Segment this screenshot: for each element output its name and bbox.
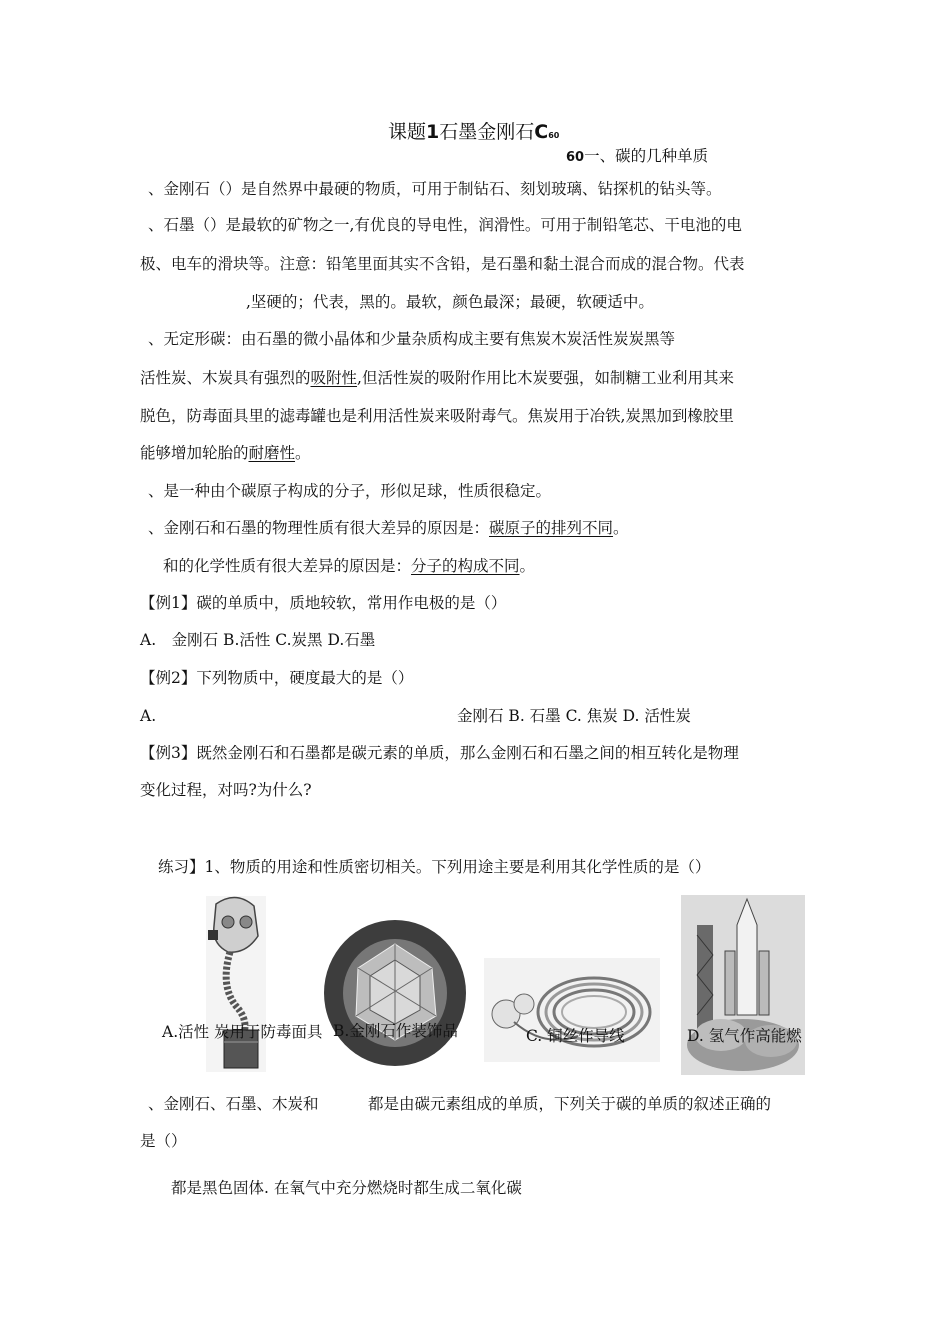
example-1-options: A. 金刚石 B.活性 C.炭黑 D.石墨 [140,631,376,649]
question-2-part-a: 、金刚石、石墨、木炭和 [148,1095,319,1113]
practice-question: 练习】1、物质的用途和性质密切相关。下列用途主要是利用其化学性质的是（） [158,858,711,876]
para-graphite-3: ,坚硬的；代表，黑的。最软，颜色最深；最硬，软硬适中。 [246,293,654,311]
section-heading: 60一、碳的几种单质 [566,147,709,165]
caption-d: D. 氢气作高能燃 [687,1027,802,1045]
diamond-image [324,920,466,1066]
para-difference-physical: 、金刚石和石墨的物理性质有很大差异的原因是：碳原子的排列不同。 [148,519,629,537]
gas-mask-image [206,896,266,1072]
example-2-option-a: A. [140,707,157,725]
para-amorphous-3: 脱色，防毒面具里的滤毒罐也是利用活性炭来吸附毒气。焦炭用于冶铁,炭黑加到橡胶里 [140,407,734,425]
question-2-option: 都是黑色固体. 在氧气中充分燃烧时都生成二氧化碳 [171,1179,522,1197]
question-2-line-2: 是（） [140,1132,187,1150]
rocket-launch-image [681,895,805,1075]
example-2-options: 金刚石 B. 石墨 C. 焦炭 D. 活性炭 [457,707,691,725]
copper-wire-image [484,958,660,1062]
para-amorphous-2: 活性炭、木炭具有强烈的吸附性,但活性炭的吸附作用比木炭要强，如制糖工业利用其来 [140,369,734,387]
example-3-line-2: 变化过程，对吗?为什么? [140,781,312,799]
para-graphite-1: 、石墨（）是最软的矿物之一,有优良的导电性，润滑性。可用于制铅笔芯、干电池的电 [148,216,742,234]
para-graphite-2: 极、电车的滑块等。注意：铅笔里面其实不含铅，是石墨和黏土混合而成的混合物。代表 [140,255,745,273]
para-amorphous-1: 、无定形碳：由石墨的微小晶体和少量杂质构成主要有焦炭木炭活性炭炭黑等 [148,330,676,348]
question-2-part-b: 都是由碳元素组成的单质，下列关于碳的单质的叙述正确的 [368,1095,772,1113]
example-1-question: 【例1】碳的单质中，质地较软，常用作电极的是（） [140,594,507,612]
page-title: 课题1石墨金刚石C60 [388,121,560,143]
para-c60: 、是一种由个碳原子构成的分子，形似足球，性质很稳定。 [148,482,552,500]
caption-b: B.金刚石作装饰品 [333,1022,458,1040]
para-difference-chemical: 和的化学性质有很大差异的原因是：分子的构成不同。 [163,557,536,575]
para-amorphous-4: 能够增加轮胎的耐磨性。 [140,444,311,462]
para-diamond: 、金刚石（）是自然界中最硬的物质，可用于制钻石、刻划玻璃、钻探机的钻头等。 [148,180,722,198]
example-3-line-1: 【例3】既然金刚石和石墨都是碳元素的单质，那么金刚石和石墨之间的相互转化是物理 [140,744,739,762]
example-2-question: 【例2】下列物质中，硬度最大的是（） [140,669,414,687]
caption-a: A.活性 炭用于防毒面具 [162,1023,323,1041]
caption-c: C. 铜丝作导线 [526,1027,625,1045]
